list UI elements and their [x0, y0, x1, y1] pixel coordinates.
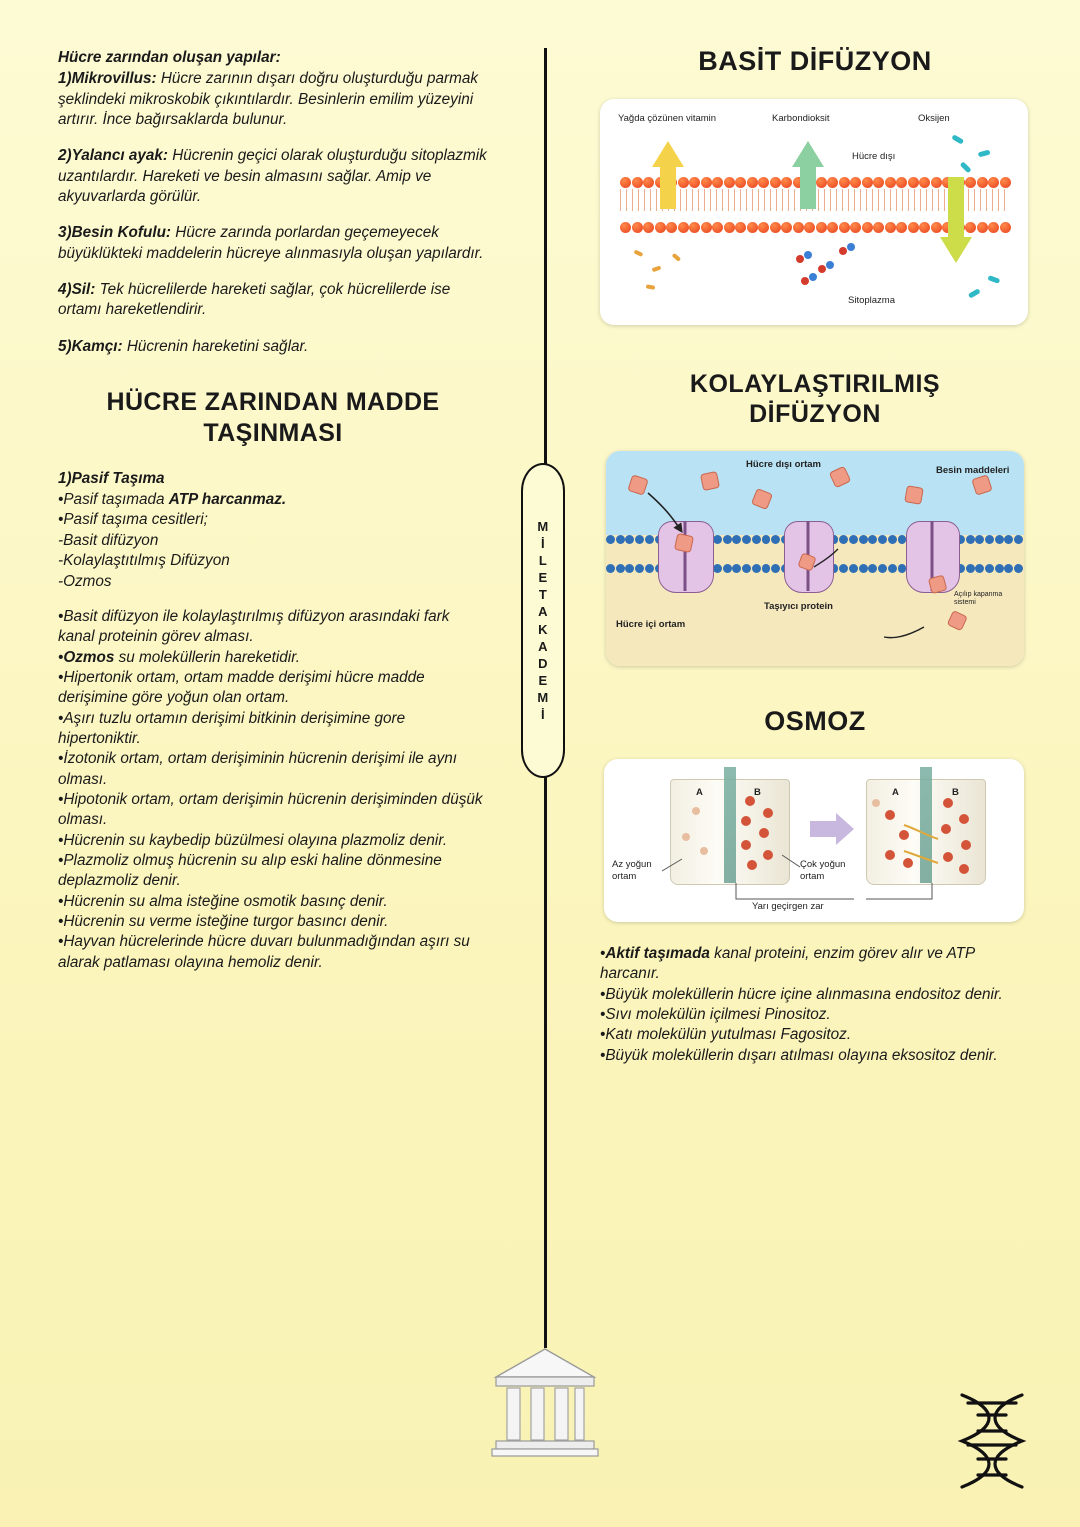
active-transport-notes	[600, 944, 1030, 1066]
note-line-1: •Basit difüzyon ile kolaylaştırılmış difüzyon arasındaki fark kanal proteinin görev alması.	[58, 607, 450, 646]
brand-letter-3: L	[538, 552, 548, 568]
fig3-label-semi: Yarı geçirgen zar	[752, 901, 824, 912]
note-line-6: •Hipotonik ortam, ortam derişimin hücrenin derişiminden düşük olması.	[58, 790, 483, 829]
right-note-1	[600, 944, 1030, 985]
brand-letter-9: D	[538, 655, 548, 671]
note-line-8: •Plazmoliz olmuş hücrenin su alıp eski haline dönmesine deplazmoliz denir.	[58, 851, 442, 890]
fig3-details	[604, 759, 1024, 922]
note-line-5: •İzotonik ortam, ortam derişiminin hücrenin derişimi ile aynı olması.	[58, 750, 457, 788]
brand-letter-4: E	[538, 570, 548, 586]
right-note-4: •Katı molekülün yutulması Fagositoz.	[600, 1026, 852, 1044]
brand-letter-10: E	[538, 672, 548, 688]
note-item-2-label: 2)Yalancı ayak:	[58, 147, 168, 165]
note-item-2-text: Hücrenin geçici olarak oluşturduğu sitoplazmik uzantılardır. Hareketi ve besin almasını sağlar. Amip ve akyuvarlarda görülür.	[58, 147, 487, 206]
note-item-4-text: Tek hücrelilerde hareketi sağlar, çok hücrelilerde ise ortamı hareketlendirir.	[58, 281, 451, 319]
brand-letter-2: İ	[541, 535, 545, 551]
timeline	[537, 48, 549, 1348]
note-item-4	[58, 280, 488, 321]
figure-facilitated-diffusion	[606, 451, 1024, 666]
fig1-label-vitamin: Yağda çözünen vitamin	[618, 113, 717, 124]
note-line-7: •Hücrenin su kaybedip büzülmesi olayına plazmoliz denir.	[58, 831, 448, 849]
heading-kolaylastirilmis-difuzyon	[600, 369, 1030, 429]
left-column	[58, 48, 488, 973]
heading-line1: KOLAYLAŞTIRILMIŞ	[689, 370, 941, 398]
note-item-1-text: Hücre zarının dışarı doğru oluşturduğu parmak şeklindeki mikroskobik çıkıntılardır. Besinlerin emilim yüzeyini artırır. İnce bağırsaklarda bulunur.	[58, 70, 479, 129]
fig3-label-low: Az yoğun ortam	[612, 859, 652, 882]
right-note-1-post: kanal proteini, enzim görev alır ve ATP harcanır.	[600, 945, 975, 983]
note-item-3	[58, 223, 488, 264]
fig1-label-co2: Karbondioksit	[772, 113, 830, 124]
right-note-3: •Sıvı molekülün içilmesi Pinositoz.	[600, 1006, 831, 1024]
fig3-label-a1: A	[696, 787, 703, 798]
note-line-2-pre: •	[58, 648, 64, 666]
note-line-11: •Hayvan hücrelerinde hücre duvarı bulunmadığından aşırı su alarak patlaması olayına hemoliz denir.	[58, 933, 470, 971]
dna-icon	[942, 1387, 1042, 1497]
brand-letter-1: M	[537, 518, 549, 534]
passive-line-1-bold: ATP harcanmaz.	[168, 491, 287, 509]
figure-simple-diffusion	[600, 99, 1028, 325]
fig2-label-inside: Hücre içi ortam	[616, 619, 686, 630]
page-title-line2: TAŞINMASI	[203, 418, 343, 447]
fig2-label-outside: Hücre dışı ortam	[746, 459, 821, 470]
brand-letter-11: M	[537, 690, 549, 706]
fig2-label-nutrients: Besin maddeleri	[936, 465, 1010, 476]
note-item-5-label: 5)Kamçı:	[58, 337, 123, 355]
heading-basit-difuzyon: BASİT DİFÜZYON	[698, 46, 932, 76]
fig2-label-gate: Açılıp kapanma sistemi	[954, 591, 1003, 607]
passive-line-4: -Kolaylaştıtılmış Difüzyon	[58, 552, 230, 570]
intro-heading: Hücre zarından oluşan yapılar:	[58, 49, 281, 66]
brand-letter-6: A	[538, 604, 548, 620]
note-item-3-text: Hücre zarında porlardan geçemeyecek büyüklükteki maddelerin hücreye alınmasıyla oluşan yapılardır.	[58, 224, 484, 262]
note-item-1-label: 1)Mikrovillus:	[58, 70, 157, 88]
heading-osmoz: OSMOZ	[764, 706, 866, 736]
passive-line-5: -Ozmos	[58, 572, 112, 590]
right-note-5: •Büyük moleküllerin dışarı atılması olayına eksositoz denir.	[600, 1046, 998, 1064]
note-line-2	[58, 648, 488, 668]
passive-line-1	[58, 490, 488, 510]
fig3-label-high: Çok yoğun ortam	[800, 859, 846, 882]
note-line-9: •Hücrenin su alma isteğine osmotik basınç denir.	[58, 892, 388, 910]
passive-line-2: •Pasif taşıma cesitleri;	[58, 511, 208, 529]
fig1-label-o2: Oksijen	[918, 113, 950, 124]
fig1-label-inside: Sitoplazma	[848, 295, 895, 306]
note-item-4-label: 4)Sil:	[58, 281, 96, 299]
note-item-5	[58, 337, 488, 357]
fig1-molecules	[600, 99, 1028, 325]
brand-letter-8: A	[538, 638, 548, 654]
temple-icon	[490, 1345, 595, 1455]
fig3-label-a2: A	[892, 787, 899, 798]
page-title-line1: HÜCRE ZARINDAN MADDE	[106, 388, 440, 417]
note-item-3-label: 3)Besin Kofulu:	[58, 224, 172, 242]
brand-letter-12: İ	[541, 707, 545, 723]
fig2-protein-slits	[606, 451, 1024, 666]
note-line-2-bold: Ozmos	[63, 648, 115, 666]
note-item-5-text: Hücrenin hareketini sağlar.	[122, 337, 309, 355]
note-line-10: •Hücrenin su verme isteğine turgor basıncı denir.	[58, 913, 389, 930]
brand-letter-5: T	[538, 587, 548, 603]
page-title	[58, 387, 488, 448]
right-note-1-bold: Aktif taşımada	[605, 945, 710, 962]
brand-letter-7: K	[538, 621, 548, 637]
figure-osmosis	[604, 759, 1024, 922]
note-line-2-post: su moleküllerin hareketidir.	[114, 648, 300, 666]
note-line-4: •Aşırı tuzlu ortamın derişimi bitkinin derişimine gore hipertoniktir.	[58, 709, 406, 747]
right-column	[600, 46, 1030, 1066]
fig1-label-outside: Hücre dışı	[852, 151, 896, 162]
spacer	[58, 592, 488, 607]
fig3-label-b2: B	[952, 787, 959, 798]
note-line-3: •Hipertonik ortam, ortam madde derişimi hücre madde derişimine göre yoğun olan ortam.	[58, 668, 425, 707]
fig3-label-b1: B	[754, 787, 761, 798]
brand-badge	[521, 463, 565, 778]
heading-line2: DİFÜZYON	[749, 400, 881, 428]
passive-line-3: -Basit difüzyon	[58, 531, 159, 549]
fig2-label-carrier: Taşıyıcı protein	[764, 601, 833, 612]
passive-transport-heading: 1)Pasif Taşıma	[58, 470, 165, 488]
passive-line-1-pre: •Pasif taşımada	[58, 491, 169, 509]
note-item-2	[58, 146, 488, 207]
right-note-2: •Büyük moleküllerin hücre içine alınmasına endositoz denir.	[600, 985, 1003, 1003]
note-item-1	[58, 69, 488, 130]
right-note-1-pre: •	[600, 945, 606, 962]
